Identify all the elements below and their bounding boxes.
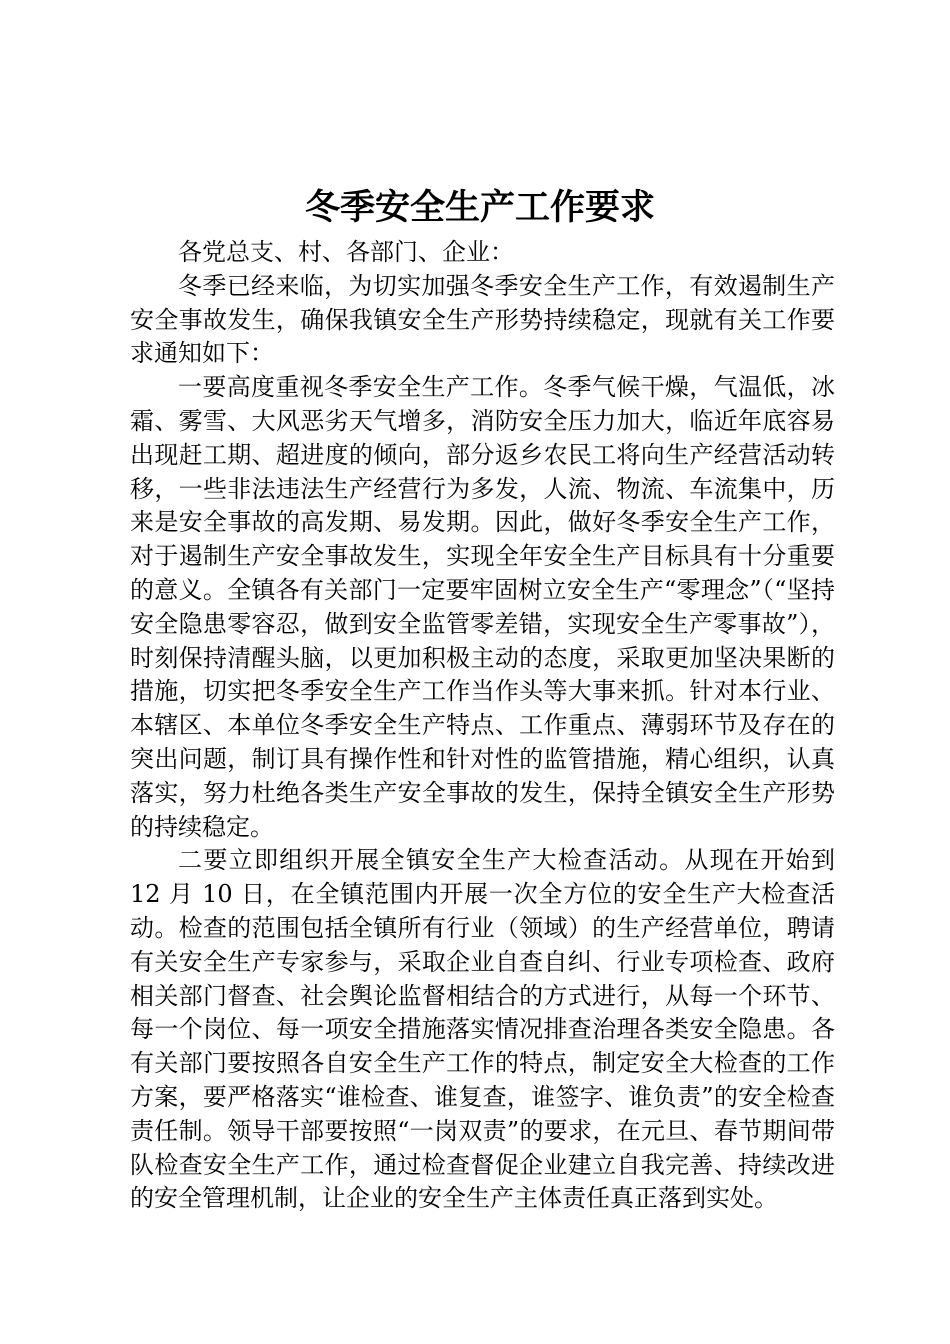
salutation: 各党总支、村、各部门、企业：	[178, 238, 514, 266]
document-title: 冬季安全生产工作要求	[304, 187, 655, 228]
document-body	[130, 236, 835, 1216]
paragraph-winter-safety: 一要高度重视冬季安全生产工作。冬季气候干燥，气温低，冰霜、雾雪、大风恶劣天气增多，消防安全压力加大，临近年底容易出现赶工期、超进度的倾向，部分返乡农民工将向生产经营活动转移，一些非法违法生产经营行为多发，人流、物流、车流集中，历来是安全事故的高发期、易发期。因此，做好冬季安全生产工作，对于遏制生产安全事故发生，实现全年安全生产目标具有十分重要的意义。全镇各有关部门一定要牢固树立安全生产“零理念”（“坚持安全隐患零容忍，做到安全监管零差错，实现安全生产零事故”），时刻保持清醒头脑，以更加积极主动的态度，采取更加坚决果断的措施，切实把冬季安全生产工作当作头等大事来抓。针对本行业、本辖区、本单位冬季安全生产特点、工作重点、薄弱环节及存在的突出问题，制订具有操作性和针对性的监管措施，精心组织，认真落实，努力杜绝各类生产安全事故的发生，保持全镇安全生产形势的持续稳定。	[130, 373, 835, 841]
paragraph-inspection: 二要立即组织开展全镇安全生产大检查活动。从现在开始到 12 月 10 日，在全镇范围内开展一次全方位的安全生产大检查活动。检查的范围包括全镇所有行业（领域）的生产经营单位，聘请有关安全生产专家参与，采取企业自查自纠、行业专项检查、政府相关部门督查、社会舆论监督相结合的方式进行，从每一个环节、每一个岗位、每一项安全措施落实情况排查治理各类安全隐患。各有关部门要按照各自安全生产工作的特点，制定安全大检查的工作方案，要严格落实“谁检查、谁复查，谁签字、谁负责”的安全检查责任制。领导干部要按照“一岗双责”的要求，在元旦、春节期间带队检查安全生产工作，通过检查督促企业建立自我完善、持续改进的安全管理机制，让企业的安全生产主体责任真正落到实处。	[130, 846, 835, 1213]
paragraph-intro: 冬季已经来临，为切实加强冬季安全生产工作，有效遏制生产安全事故发生，确保我镇安全生产形势持续稳定，现就有关工作要求通知如下：	[130, 271, 835, 368]
